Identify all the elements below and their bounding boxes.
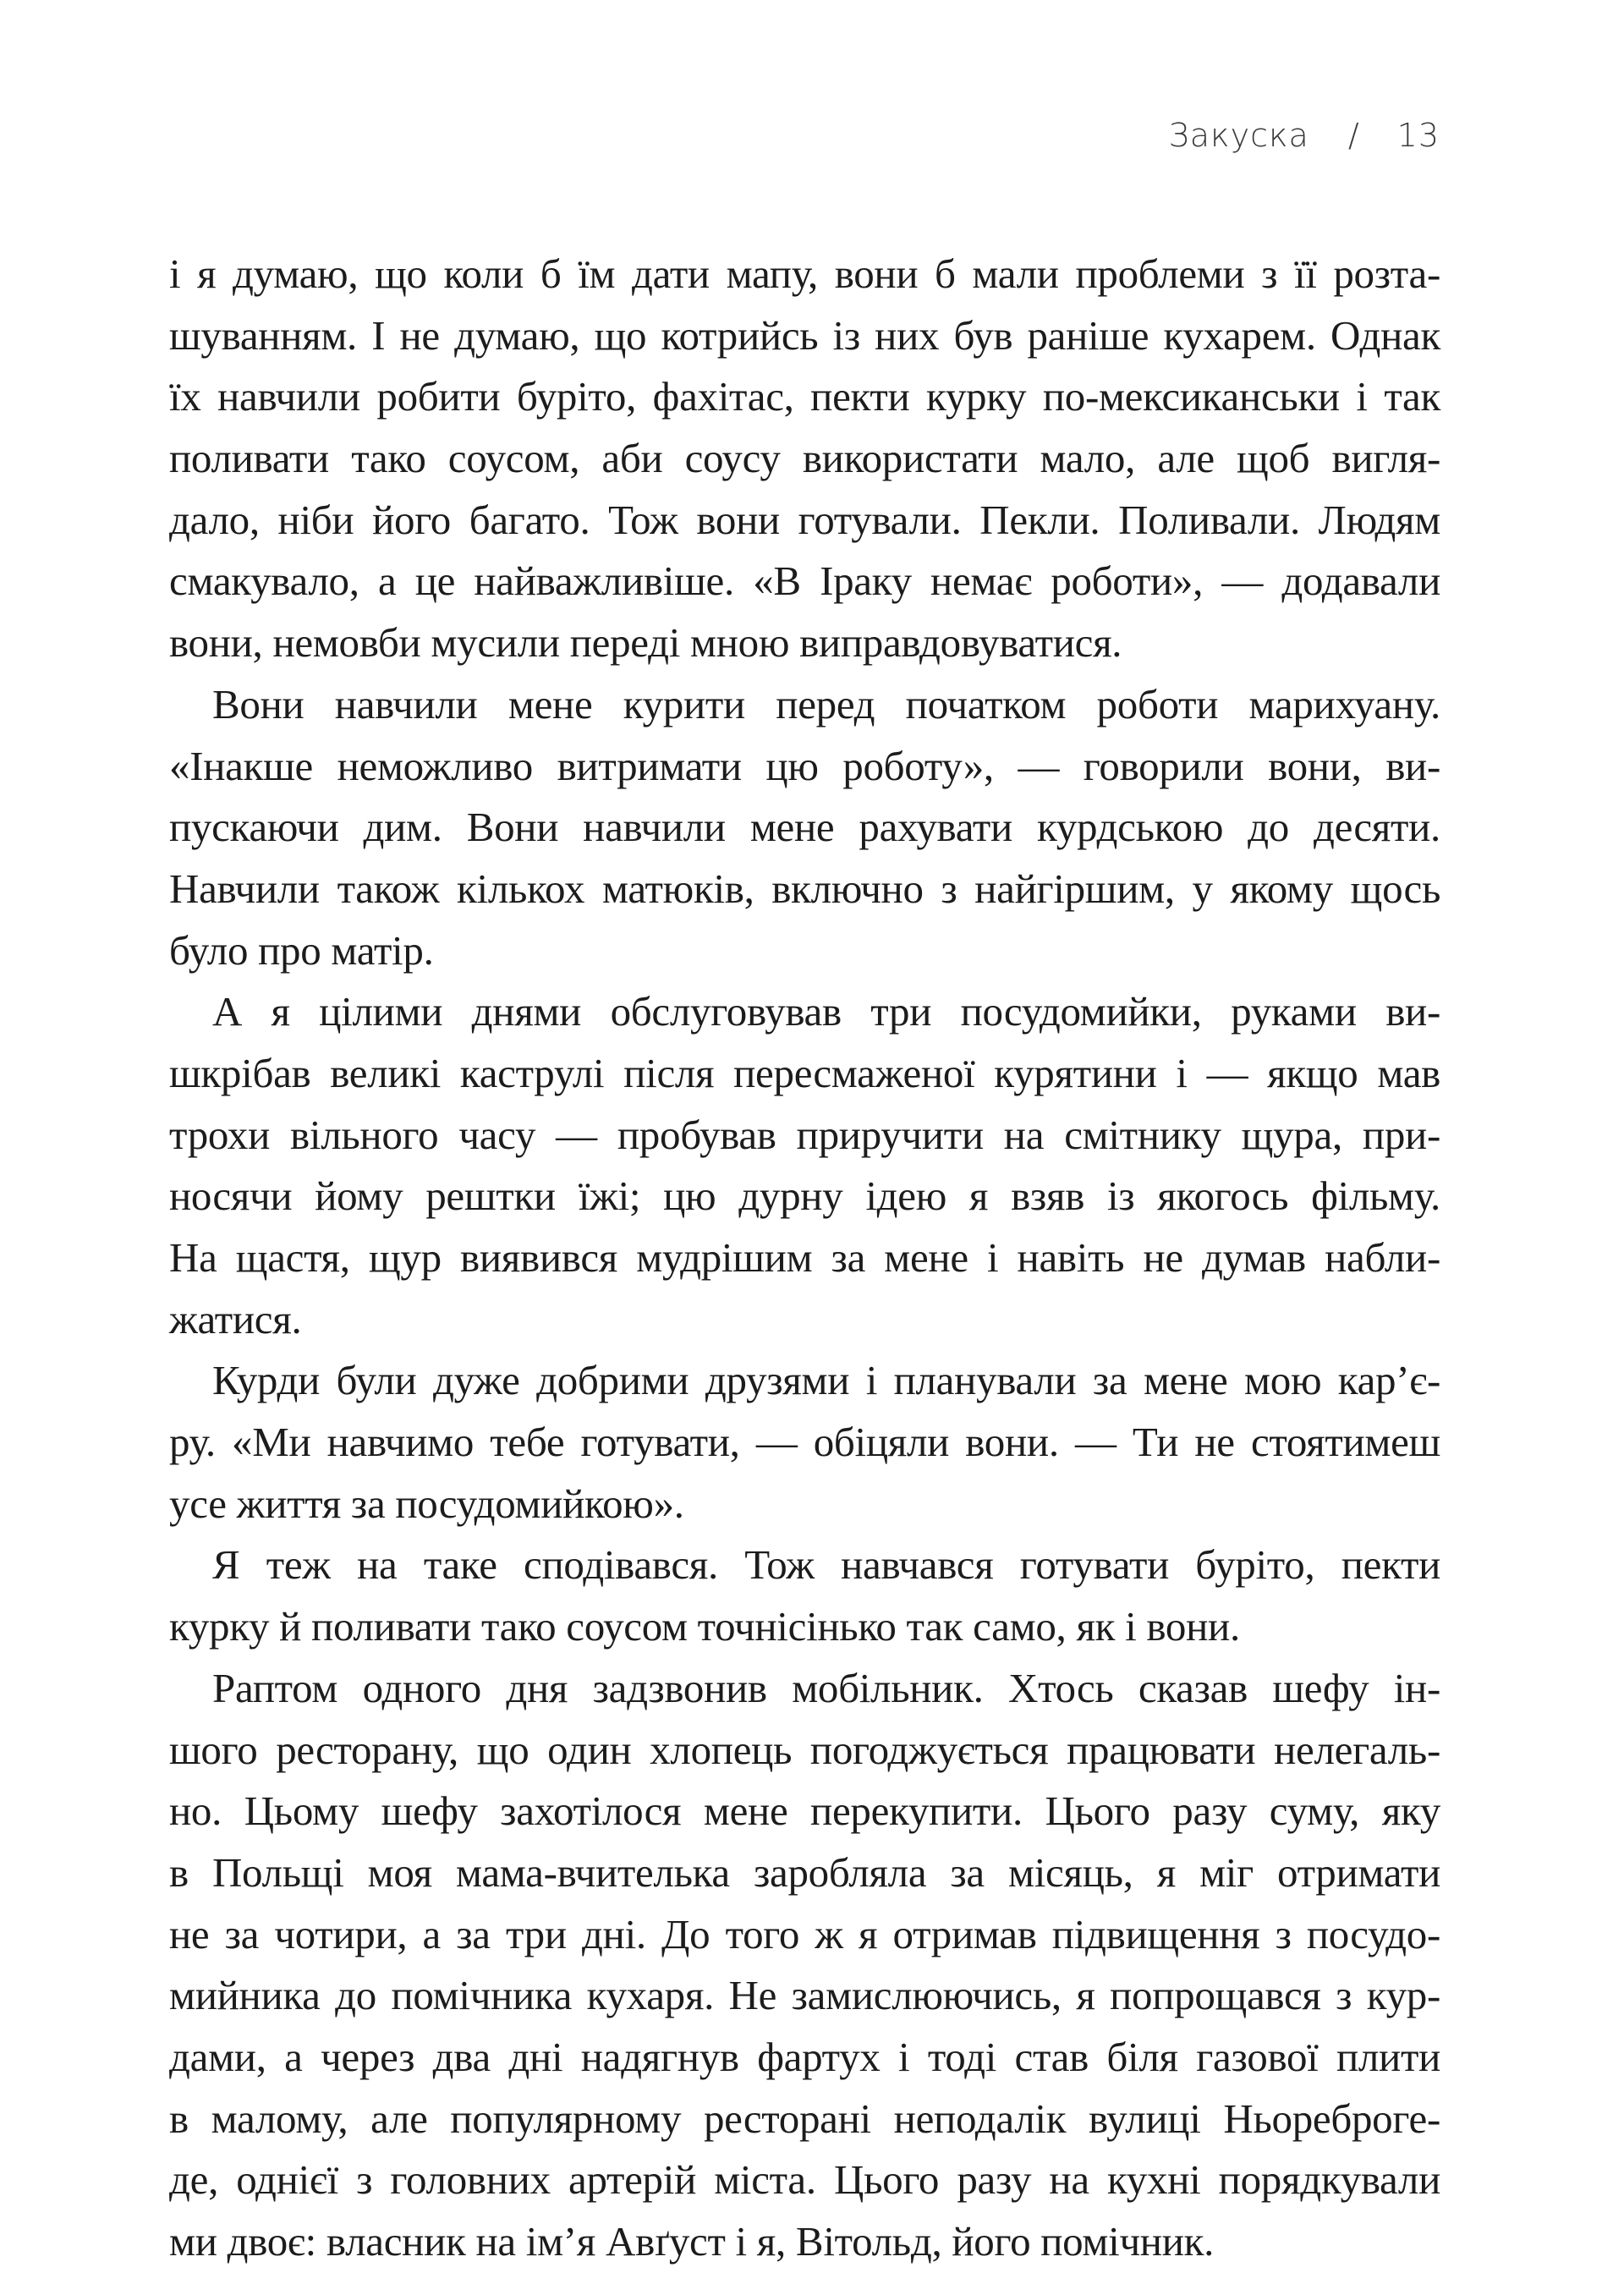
page-number: 13 [1396,117,1440,154]
text-line: мийника до помічника кухаря. Не замислюючись, я попрощався з кур- [169,1972,1440,2019]
text-line: На щастя, щур виявився мудрішим за мене і навіть не думав набли- [169,1234,1440,1281]
paragraph [169,674,1440,981]
text-line: дами, а через два дні надягнув фартух і тоді став біля газової плити [169,2033,1440,2080]
text-line: А я цілими днями обслуговував три посудомийки, руками ви- [212,988,1440,1035]
text-line: носячи йому рештки їжі; цю дурну ідею я взяв із якогось фільму. [169,1172,1440,1220]
paragraph [169,981,1440,1350]
text-line: но. Цьому шефу захотілося мене перекупити. Цього разу суму, яку [169,1787,1440,1835]
text-line: поливати тако соусом, аби соусу використати мало, але щоб вигля- [169,435,1440,482]
text-line: шкрібав великі каструлі після пересмаженої курятини і — якщо мав [169,1049,1440,1096]
text-line: ми двоє: власник на ім’я Авґуст і я, Вітольд, його помічник. [169,2218,1215,2265]
running-header [1169,117,1440,154]
header-separator: / [1347,117,1360,154]
paragraph [169,1535,1440,1657]
text-line: Я теж на таке сподівався. Тож навчався готувати буріто, пекти [212,1541,1440,1589]
text-line: Раптом одного дня задзвонив мобільник. Хтось сказав шефу ін- [212,1664,1440,1711]
text-line: шого ресторану, що один хлопець погоджується працювати нелегаль- [169,1726,1440,1773]
body-text [169,244,1440,2273]
text-line: Вони навчили мене курити перед початком роботи марихуану. [212,680,1440,727]
paragraph [169,1658,1440,2273]
text-line: курку й поливати тако соусом точнісінько так само, як і вони. [169,1603,1240,1650]
text-line: де, однієї з головних артерій міста. Цього разу на кухні порядкували [169,2156,1440,2204]
section-title: Закуска [1168,117,1309,154]
text-line: усе життя за посудомийкою». [169,1480,684,1527]
text-line: ру. «Ми навчимо тебе готувати, — обіцяли вони. — Ти не стоятимеш [169,1419,1440,1466]
text-line: Курди були дуже добрими друзями і планували за мене мою кар’є- [212,1357,1440,1404]
text-line: смакувало, а це найважливіше. «В Іраку немає роботи», — додавали [169,557,1440,605]
text-line: «Інакше неможливо витримати цю роботу», — говорили вони, ви- [169,742,1440,789]
text-line: в Польщі моя мама-вчителька заробляла за місяць, я міг отримати [169,1848,1440,1896]
text-line: дало, ніби його багато. Тож вони готували. Пекли. Поливали. Людям [169,496,1440,543]
text-line: вони, немовби мусили переді мною виправдовуватися. [169,619,1122,667]
text-line: жатися. [169,1295,302,1342]
text-line: шуванням. І не думаю, що котрийсь із них був раніше кухарем. Однак [169,311,1440,359]
paragraph [169,1350,1440,1535]
text-line: Навчили також кількох матюків, включно з найгіршим, у якому щось [169,865,1440,912]
text-line: не за чотири, а за три дні. До того ж я отримав підвищення з посудо- [169,1910,1440,1957]
text-line: було про матір. [169,926,434,974]
paragraph [169,244,1440,674]
text-line: трохи вільного часу — пробував приручити на смітнику щура, при- [169,1111,1440,1158]
text-line: в малому, але популярному ресторані неподалік вулиці Ньореброге- [169,2095,1440,2142]
text-line: і я думаю, що коли б їм дати мапу, вони б мали проблеми з її розта- [169,250,1440,297]
text-line: їх навчили робити буріто, фахітас, пекти курку по-мексиканськи і так [169,373,1440,420]
text-line: пускаючи дим. Вони навчили мене рахувати курдською до десяти. [169,804,1440,851]
